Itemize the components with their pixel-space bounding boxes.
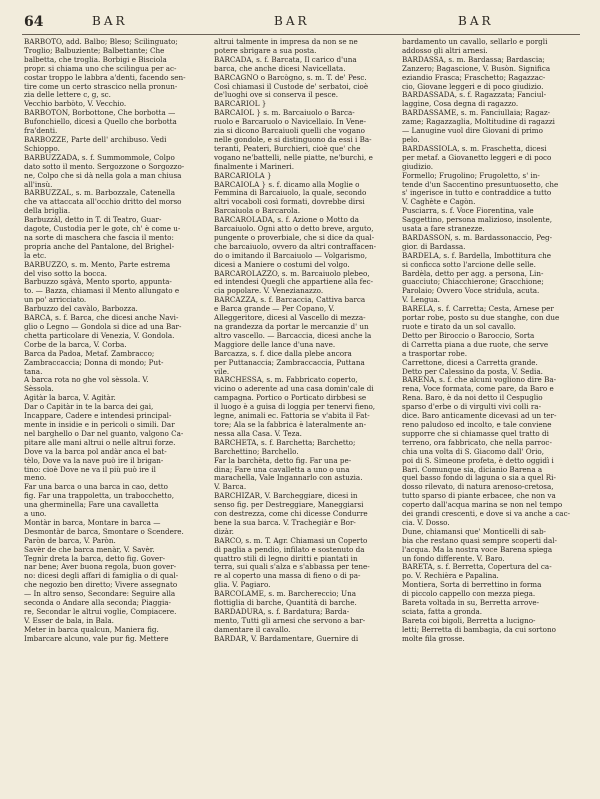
text-line: cio, Giovane leggeri e di poco giudizio. <box>402 82 544 91</box>
text-line: chetta particolare di Venezia, V. Gondola. <box>24 331 175 340</box>
text-line: propria anche del Pantalone, del Brighel- <box>24 242 175 251</box>
page-header <box>0 14 600 32</box>
text-line: Barcaiuolo. Ogni atto o detto breve, arguto, <box>214 225 374 234</box>
text-line: seconda o Andare alla seconda; Piaggia- <box>24 599 171 608</box>
text-line: un po' arricciato. <box>24 296 87 305</box>
text-line: costar troppo le labbra a'denti, facendo sen- <box>24 73 186 82</box>
text-line: BARCHÈTA, s. f. Barchetta; Barchetto; <box>214 438 356 447</box>
text-line: vogano ne'battelli, nelle piatte, ne'burchi, e <box>214 153 373 162</box>
text-line: marachella, Vale Ingannarlo con astuzia. <box>214 474 363 483</box>
text-line: Savèr de che barca menàr, V. Savèr. <box>24 545 155 554</box>
text-line: glia. V. Pagiaro. <box>214 581 271 590</box>
text-line: poi di S. Simeone profeta, è detto oggidì i <box>402 456 554 465</box>
text-line: BARCAROLAZZO, s. m. Barcaiuolo plebeo, <box>214 269 370 278</box>
text-line: dei grandi crescenti, e dove si va anche a cac- <box>402 510 571 519</box>
text-line: altri vocaboli così formati, dovrebbe dirsi <box>214 198 365 207</box>
text-line: Maggiore delle lance d'una nave. <box>214 340 336 349</box>
text-line: ruolo e Barcaruolo o Navicellaio. In Vene- <box>214 118 367 127</box>
text-line: nar bene; Aver buona regola, buon gover- <box>24 563 177 572</box>
text-line: zia delle lettere c, g, sc. <box>24 91 111 100</box>
text-line: di piccolo cappello con mezza piega. <box>402 590 536 599</box>
text-line: quel basso fondo di laguna o sia a quel Ri- <box>402 474 556 483</box>
text-line: senso fig. per Destreggiare, Maneggiarsi <box>214 501 364 510</box>
text-line: BARCAZZA, s. f. Barcaccia, Cattiva barca <box>214 296 366 305</box>
text-line: potere sbrigare a sua posta. <box>214 46 317 55</box>
text-line: dosso rilevato, di natura arenoso-cretosa, <box>402 483 554 492</box>
text-line: pelo. <box>402 135 420 144</box>
text-line: Tegnìr dreta la barca, detto fig. Gover- <box>24 554 166 563</box>
text-line: letti; Berretta di bambagia, da cui sortono <box>402 625 556 634</box>
text-line: BARCHESSA, s. m. Fabbricato coperto, <box>214 376 358 385</box>
text-line: teranti, Peateri, Burchieri, cioè que' che <box>214 144 361 153</box>
text-line: BARCAIÒL } s. m. Barcaiuolo o Barca- <box>214 109 355 118</box>
text-line: Bareta voltada in su, Berretta arrove- <box>402 599 540 608</box>
text-line: chia una volta di S. Giacomo dall' Orio, <box>402 447 545 456</box>
text-line: V. Barca. <box>214 483 247 492</box>
text-line: per Puttanaccia; Zambraccaccia, Puttana <box>214 358 365 367</box>
text-line: barca, che anche dicesi Navicellata. <box>214 64 346 73</box>
text-line: nessa alla Casa. V. Teza. <box>214 429 302 438</box>
text-line: ed intendesi Quegli che appartiene alla fec- <box>214 278 374 287</box>
text-line: Montàr in barca, Montare in barca — <box>24 518 161 527</box>
text-line: fig. Far una trappoletta, un trabocchetto, <box>24 492 175 501</box>
text-line: Femmina di Barcaiuolo, la quale, secondo <box>214 189 367 198</box>
running-head-center: BAR <box>274 14 310 28</box>
text-line: Incappare, Cadere e intendesi principal- <box>24 412 172 421</box>
text-line: bardamento un cavallo, sellarlo e porgli <box>402 38 548 46</box>
text-line: giudizio. <box>402 162 433 171</box>
text-line: coperto dall'acqua marina se non nel tempo <box>402 501 563 510</box>
text-line: ruote e tirato da un sol cavallo. <box>402 323 516 331</box>
text-line: e Barca grande — Per Copano, V. <box>214 305 335 314</box>
text-line: tende d'un Saccentino presuntuosetto, che <box>402 180 559 189</box>
text-line: Imbarcare alcuno, vale pur fig. Mettere <box>24 634 169 643</box>
text-line: Pusciarra, s. f. Voce Fiorentina, vale <box>402 207 534 216</box>
text-line: Far una barca o una barca in cao, detto <box>24 483 168 492</box>
text-line: damentare il cavallo. <box>214 625 291 634</box>
text-line: BARCAIÒLA } s. f. dicamo alla Moglie o <box>214 180 360 189</box>
text-line: Corbe de la barca, V. Corba. <box>24 340 127 349</box>
text-line: no: dicesi degli affari di famiglia o di qual- <box>24 572 179 581</box>
text-line: altrui talmente in impresa da non se ne <box>214 38 358 46</box>
text-line: sciata, fatta a gronda. <box>402 608 483 616</box>
text-line: legne, animali ec. Fattoria se v'abita il Fat- <box>214 412 370 421</box>
text-line: dizàr. <box>214 527 234 536</box>
text-line: tino: cioè Dove ne va il più può ire il <box>24 465 156 474</box>
text-line: terreno, ora fabbricato, che nella parroc- <box>402 438 552 447</box>
text-line: BARETA, s. f. Berretta, Copertura del ca- <box>402 563 552 572</box>
text-line: la etc. <box>24 251 47 260</box>
text-line: cia popolare. V. Venezianazzo. <box>214 287 324 296</box>
text-line: Dune, chiamansi que' Monticelli di sab- <box>402 527 546 536</box>
text-line: molte fila grosse. <box>402 634 465 643</box>
text-line: un fondo differente. V. Baro. <box>402 554 505 563</box>
text-line: Vecchio barbòto, V. Vecchio. <box>24 100 127 109</box>
text-line: tutto sparso di piante erbacee, che non va <box>402 492 556 501</box>
text-line: eziandio Frasca; Fraschetto; Ragazzac- <box>402 73 546 82</box>
text-line: una gherminella; Fare una cavalletta <box>24 501 159 510</box>
text-line: Barbuzzo sgàvà, Mento sporto, appunta- <box>24 278 172 287</box>
text-line: do o imitando il Barcaiuolo — Volgarismo, <box>214 251 367 260</box>
text-line: Paròn de barca, V. Paròn. <box>24 536 116 545</box>
text-line: Bufonchiello, dicesi a Quello che borbotta <box>24 118 177 127</box>
text-line: all'insù. <box>24 180 53 189</box>
text-line: glio o Legno — Gondola si dice ad una Bar- <box>24 323 182 331</box>
text-line: nel barghello o Dar nel guanto, valgono Ca- <box>24 429 184 438</box>
text-line: addosso gli altri arnesi. <box>402 46 488 55</box>
text-line: Carrettone, dicesi a Carretta grande. <box>402 358 538 367</box>
text-line: BARBÒTO, add. Balbo; Bleso; Scilinguato; <box>24 38 178 46</box>
text-line: BARCO, s. m. T. Agr. Chiamasi un Coperto <box>214 536 368 545</box>
text-line: BARDÈLA, s. f. Bardella, Imbottitura che <box>402 251 552 260</box>
running-head-right: BAR <box>458 14 494 28</box>
text-line: Desmontàr de barca, Smontare o Scendere. <box>24 527 184 536</box>
text-line: si conficca sotto l'arcione delle selle. <box>402 260 536 269</box>
text-line: Bari. Comunque sia, dicianio Barena a <box>402 465 543 474</box>
text-line: quattro stili di legno diritti e piantati in <box>214 554 358 563</box>
text-line: di Carretta piana a due ruote, che serve <box>402 340 549 349</box>
text-line: per metaf. a Giovanetto leggeri e di poco <box>402 153 552 162</box>
text-line: BARCARIÒLA } <box>214 171 272 180</box>
text-line: altro vascello. — Barcaccia, dicesi anche la <box>214 331 372 340</box>
text-line: bia che restano quasi sempre scoperti dal- <box>402 536 557 545</box>
column-left <box>24 38 202 788</box>
text-line: BARBUZZÀDA, s. f. Summommole, Colpo <box>24 153 175 162</box>
text-line: del viso sotto la bocca. <box>24 269 107 278</box>
text-line: Zanzero; Bagascione, V. Busòn. Significa <box>402 64 551 73</box>
text-line: portar robe, posto su due stanghe, con due <box>402 314 560 323</box>
text-line: Barchettino; Barchello. <box>214 447 299 456</box>
text-line: reno paludoso ed incolto, e tale conviene <box>402 420 552 429</box>
text-line: Barbuzzo del cavàlo, Barbozza. <box>24 305 138 314</box>
text-line: BARDASSIÒLA, s. m. Fraschetta, dicesi <box>402 144 547 153</box>
text-line: BARCARIÒL } <box>214 100 267 109</box>
text-line: meno. <box>24 474 47 483</box>
text-line: Barca da Padoa, Metaf. Zambracco; <box>24 349 155 358</box>
text-line: BARCA, s. f. Barca, che dicesi anche Navi- <box>24 314 179 323</box>
text-line: Schioppo. <box>24 144 60 153</box>
text-line: flottiglia di barche, Quantità di barche. <box>214 599 357 608</box>
text-line: guacciuto; Chiacchierone; Gracchione; <box>402 278 544 287</box>
text-line: BARCADA, s. f. Barcata, Il carico d'una <box>214 55 357 64</box>
text-line: s' ingerisce in tutto e contraddice a tutto <box>402 189 552 198</box>
text-line: BARDASSON, s. m. Bardassonaccio, Peg- <box>402 233 553 242</box>
text-line: vile. <box>214 367 230 376</box>
text-line: di paglia a pendio, infilato e sostenuto da <box>214 545 365 554</box>
text-line: zame; Ragazzaglia, Moltitudine di ragazzi <box>402 118 555 127</box>
text-line: supporre che si chiamasse quel tratto di <box>402 429 549 438</box>
text-line: pitare alle mani altrui o nelle altrui forze. <box>24 438 176 447</box>
column-right <box>402 38 580 788</box>
text-line: Così chiamasi il Custode de' serbatoi, cioè <box>214 82 369 91</box>
text-line: campagna. Portico o Porticato dirbbesi se <box>214 394 367 403</box>
text-line: A barca rota no ghe vol sèssola. V. <box>24 376 149 385</box>
text-line: cia. V. Dosso. <box>402 518 450 527</box>
text-line: finalmente i Marineri. <box>214 162 294 171</box>
text-line: V. Esser de bala, in Bala. <box>24 616 114 625</box>
text-line: Bareta coi bigoli, Berretta a lucigno- <box>402 616 536 625</box>
text-line: a uno. <box>24 510 47 519</box>
text-line: Bardèla, detto per agg. a persona, Lin- <box>402 269 544 278</box>
text-line: BARBUZZÀL, s. m. Barbozzale, Catenella <box>24 189 175 198</box>
text-line: V. Caghète e Cagòn. <box>402 198 476 207</box>
text-line: sparso d'erbe o di virgulti vivi colli ra- <box>402 403 541 412</box>
text-line: V. Lengua. <box>402 296 440 305</box>
text-line: mento, Tutti gli arnesi che servono a bar- <box>214 616 366 625</box>
text-line: BARDASSADA, s. f. Ragazzata; Fanciul- <box>402 91 547 100</box>
text-line: BARÈLA, s. f. Carretta; Cesta, Arnese per <box>402 305 554 314</box>
text-line: BARBOTON, Borbottone, Che borbotta — <box>24 109 176 118</box>
text-line: re, Secondar le altrui voglie, Compiacere. <box>24 608 177 616</box>
text-line: de'luoghi ove si conserva il pesce. <box>214 91 339 100</box>
text-line: Far la barchèta, detto fig. Far una pe- <box>214 456 352 465</box>
text-line: usata a fare stranezze. <box>402 225 485 234</box>
text-line: Rena. Baro, è da noi detto il Cespuglio <box>402 394 543 403</box>
text-line: vicino o aderente ad una casa domin'cale di <box>214 385 374 394</box>
text-line: tèlo, Dove va la nave può ire il brigan- <box>24 456 164 465</box>
text-line: dicesi a Maniere o costumi del volgo. <box>214 260 350 269</box>
text-line: Montiera, Sorta di berrettino in forma <box>402 581 542 590</box>
text-line: BARDADURA, s. f. Bardatura; Barda- <box>214 608 350 616</box>
text-line: che barcaiuolo, ovvero da altri contraffacen- <box>214 242 377 251</box>
text-line: Detto per Biroccio o Baroccio, Sorta <box>402 331 535 340</box>
text-line: Zambraccaccia; Donna di mondo; Put- <box>24 358 164 367</box>
text-line: Sèssola. <box>24 385 54 394</box>
text-line: BARDÀR, V. Bardamentare, Guernire di <box>214 634 359 643</box>
text-line: gior. di Bardassa. <box>402 242 466 251</box>
text-line: che va attaccata all'occhio dritto del morso <box>24 198 182 207</box>
text-line: nelle gondole, e si distinguono da essi i Ba- <box>214 135 372 144</box>
text-line: a trasportar robe. <box>402 349 468 358</box>
text-line: pungente o proverbiale, che si dice da qual- <box>214 233 375 242</box>
text-line: Troglio; Balbuziente; Balbettante; Che <box>24 46 165 55</box>
text-line: Alleggeritore, dicesi al Vascello di mezza- <box>214 314 366 323</box>
text-line: na grandezza da portar le mercanzie d' un <box>214 323 369 331</box>
text-line: bene la sua barca. V. Trachegiàr e Bor- <box>214 518 356 527</box>
text-line: che negozio ben diretto; Vivere assegnato <box>24 581 178 590</box>
text-line: terra, sui quali s'alza e s'abbassa per tene- <box>214 563 370 572</box>
column-middle <box>214 38 392 788</box>
text-line: tana. <box>24 367 43 376</box>
text-line: Meter in barca qualcun, Maniera fig. <box>24 625 159 634</box>
text-line: — Lanugine vuol dire Giovani di primo <box>402 127 543 136</box>
running-head-left: BAR <box>92 14 128 28</box>
text-line: Barcaiuola o Barcarola. <box>214 207 300 216</box>
text-line: Parolaio; Ovvero Voce stridula, acuta. <box>402 287 540 296</box>
text-line: Dar o Capitàr in te la barca dei gai, <box>24 403 154 412</box>
text-line: ne, Colpo che si dà nella gola a man chiusa <box>24 171 182 180</box>
page-number: 64 <box>24 14 44 30</box>
text-line: BARDASSA, s. m. Bardassa; Bardascia; <box>402 55 545 64</box>
text-line: Barbuzzàl, detto in T. di Teatro, Guar- <box>24 216 162 225</box>
text-line: propr. si chiama uno che scilingua per ac- <box>24 64 177 73</box>
text-line: l'acqua. Ma la nostra voce Barena spiega <box>402 545 553 554</box>
text-line: zia si dicono Barcaiuoli quelli che vogano <box>214 127 365 136</box>
text-line: BARENA, s. f. che alcuni vogliono dire Ba- <box>402 376 557 385</box>
text-line: dice. Baro anticamente dicevasi ad un ter- <box>402 412 557 421</box>
text-line: to. — Bazza, chiamasi il Mento allungato e <box>24 287 180 296</box>
text-line: Formello; Frugolino; Frugoletto, s' in- <box>402 171 540 180</box>
text-line: BARDASSÀME, s. m. Fanciullaia; Ragaz- <box>402 109 551 118</box>
text-line: il luogo è a guisa di loggia per tenervi fieno, <box>214 403 376 412</box>
text-line: fra'denti. <box>24 127 58 136</box>
header-rule <box>22 34 580 35</box>
text-line: tore; Ala se la fabbrica è lateralmente an- <box>214 420 366 429</box>
text-line: Detto per Calessino da posta, V. Sedia. <box>402 367 543 376</box>
text-line: dagote, Custodia per le gote, ch' è come u- <box>24 225 181 234</box>
text-line: BARBOZZE, Parte dell' archibuso. Vedi <box>24 135 167 144</box>
text-line: rena, Voce formata, come pare, da Baro e <box>402 385 554 394</box>
text-line: Agitàr la barca, V. Agitàr. <box>24 394 116 403</box>
text-line: BARCOLÀME, s. m. Barchereccio; Una <box>214 590 357 599</box>
text-line: po. V. Rechièra e Papalina. <box>402 572 499 581</box>
text-line: mente in insidie e in pericoli o simili. Dar <box>24 420 175 429</box>
text-line: dato sotto il mento. Sergozzone o Sorgozzo- <box>24 162 185 171</box>
text-line: Dove va la barca pol andàr anca el bat- <box>24 447 167 456</box>
text-line: della briglia. <box>24 207 71 216</box>
text-line: BARCAGNO o Barcògno, s. m. T. de' Pesc. <box>214 73 367 82</box>
text-line: BARCAROLÀDA, s. f. Azione o Motto da <box>214 216 359 225</box>
text-line: re al coperto una massa di fieno o di pa- <box>214 572 361 581</box>
text-line: Barcazza, s. f. dice dalla plebe ancora <box>214 349 352 358</box>
text-line: BARCHIZÀR, V. Barcheggiare, dicesi in <box>214 492 358 501</box>
text-line: na sorte di maschera che fascia il mento: <box>24 233 174 242</box>
text-line: laggine, Cosa degna di ragazzo. <box>402 100 519 109</box>
text-line: Saggettino, persona malizioso, insolente, <box>402 216 553 225</box>
text-line: balbetta, che troglia. Borbigi e Bisciola <box>24 55 167 64</box>
text-line: con destrezza, come chi dicesse Condurre <box>214 510 368 519</box>
text-line: BARBUZZO, s. m. Mento, Parte estrema <box>24 260 171 269</box>
text-line: dina; Fare una cavalletta a uno o una <box>214 465 350 474</box>
text-line: — In altro senso, Secondare: Seguire alla <box>24 590 176 599</box>
text-line: tire come un certo strascico nella pronun- <box>24 82 178 91</box>
